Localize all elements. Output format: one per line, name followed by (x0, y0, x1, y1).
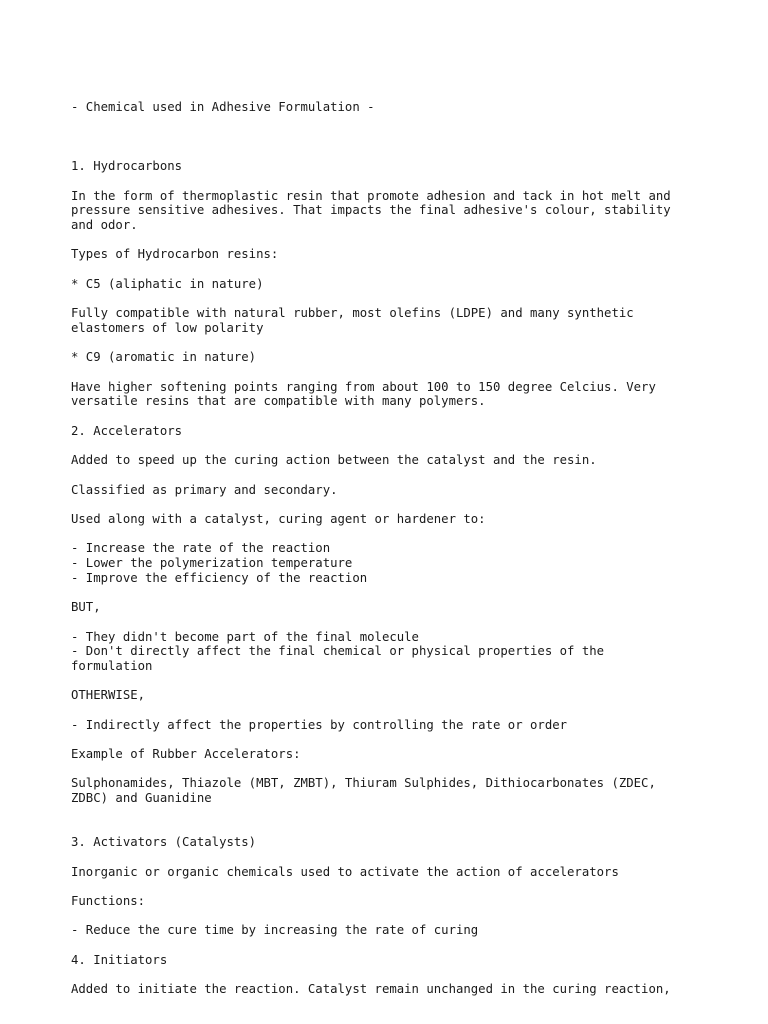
text-line: 4. Initiators (71, 952, 168, 967)
paragraph (71, 483, 711, 498)
text-line: Fully compatible with natural rubber, most olefins (LDPE) and many synthetic (71, 306, 634, 321)
text-line: Example of Rubber Accelerators: (71, 747, 301, 762)
document-title (71, 71, 711, 145)
paragraph (71, 189, 711, 233)
text-line: pressure sensitive adhesives. That impacts the final adhesive's colour, stability (71, 203, 671, 218)
paragraph (71, 277, 711, 292)
paragraph (71, 541, 711, 585)
paragraph (71, 688, 711, 703)
text-line: Inorganic or organic chemicals used to activate the action of accelerators (71, 864, 619, 879)
text-line: 3. Activators (Catalysts) (71, 835, 257, 850)
text-line: - Indirectly affect the properties by controlling the rate or order (71, 717, 568, 732)
paragraph (71, 453, 711, 468)
paragraph (71, 865, 711, 880)
paragraph (71, 159, 711, 174)
paragraph (71, 718, 711, 733)
paragraph (71, 600, 711, 615)
text-line: Sulphonamides, Thiazole (MBT, ZMBT), Thiuram Sulphides, Dithiocarbonates (ZDEC, (71, 776, 656, 791)
paragraph (71, 247, 711, 262)
paragraph (71, 894, 711, 909)
text-line: Classified as primary and secondary. (71, 482, 338, 497)
text-line: * C5 (aliphatic in nature) (71, 276, 264, 291)
text-line: - Increase the rate of the reaction (71, 541, 331, 556)
text-line: - They didn't become part of the final molecule (71, 629, 419, 644)
paragraph (71, 306, 711, 335)
text-line: In the form of thermoplastic resin that promote adhesion and tack in hot melt and (71, 188, 671, 203)
text-line: Have higher softening points ranging from about 100 to 150 degree Celcius. Very (71, 379, 656, 394)
document-body (71, 159, 711, 997)
paragraph (71, 923, 711, 938)
text-line: 2. Accelerators (71, 423, 183, 438)
text-line: * C9 (aromatic in nature) (71, 350, 257, 365)
paragraph (71, 512, 711, 527)
paragraph (71, 776, 711, 805)
paragraph (71, 982, 711, 997)
text-line: Types of Hydrocarbon resins: (71, 247, 279, 262)
paragraph (71, 835, 711, 850)
text-line: - Don't directly affect the final chemical or physical properties of the (71, 644, 605, 659)
text-line: Functions: (71, 894, 146, 909)
text-line: Added to initiate the reaction. Catalyst remain unchanged in the curing reaction, (71, 982, 671, 997)
paragraph-gap (71, 821, 711, 836)
paragraph (71, 350, 711, 365)
text-line: Used along with a catalyst, curing agent or hardener to: (71, 511, 486, 526)
text-line: versatile resins that are compatible with many polymers. (71, 394, 486, 409)
paragraph (71, 747, 711, 762)
document-page (71, 71, 711, 1012)
paragraph (71, 380, 711, 409)
text-line: - Reduce the cure time by increasing the rate of curing (71, 923, 479, 938)
text-line: elastomers of low polarity (71, 320, 264, 335)
text-line: - Improve the efficiency of the reaction (71, 570, 368, 585)
text-line: and odor. (71, 218, 138, 232)
text-line: OTHERWISE, (71, 688, 146, 703)
paragraph (71, 630, 711, 674)
text-line: 1. Hydrocarbons (71, 159, 183, 174)
text-line: formulation (71, 658, 153, 673)
paragraph (71, 424, 711, 439)
text-line: BUT, (71, 600, 101, 615)
text-line: Added to speed up the curing action between the catalyst and the resin. (71, 453, 597, 468)
text-line: - Lower the polymerization temperature (71, 556, 353, 571)
title-line: - Chemical used in Adhesive Formulation - (71, 100, 375, 115)
text-line: ZDBC) and Guanidine (71, 791, 212, 806)
paragraph (71, 953, 711, 968)
